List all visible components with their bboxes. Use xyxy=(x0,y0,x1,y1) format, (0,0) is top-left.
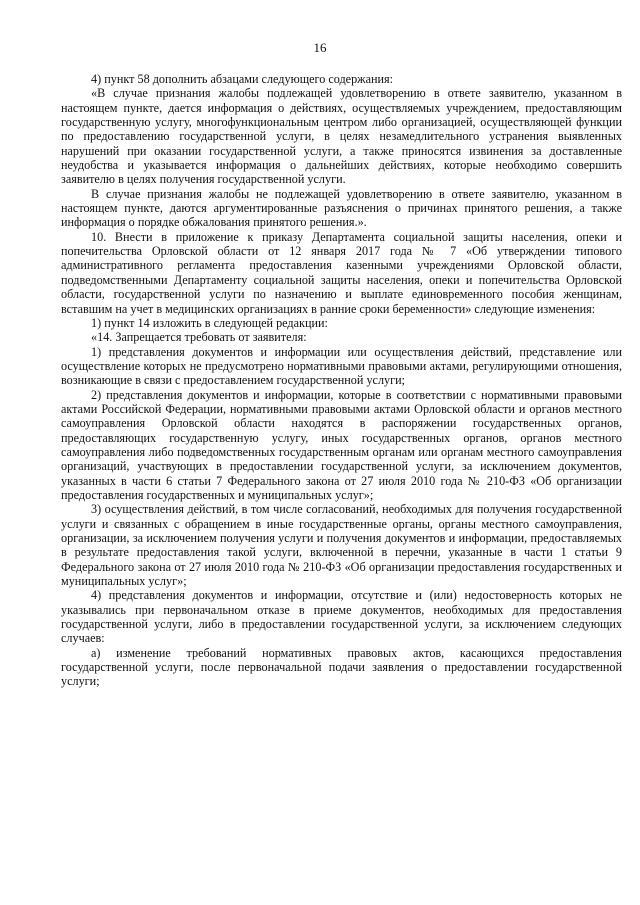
paragraph-item-4-point-58: 4) пункт 58 дополнить абзацами следующего содержания: xyxy=(91,72,394,86)
paragraph-complaint-rejected: В случае признания жалобы не подлежащей удовлетворению в ответе заявителю, указанном в настоящем пункте, даются аргументированные разъяснения о причинах принятого решения, а также информация о порядке обжалования принятого решения.». xyxy=(61,186,622,230)
paragraph-section-10: 10. Внести в приложение к приказу Департамента социальной защиты населения, опеки и попечительства Орловской области от 12 января 2017 года № 7 «Об утверждении типового административного регламента предоставления казенными учреждениями Орловской области, подведомственными Департаменту социальной защиты населения, опеки и попечительства Орловской области, государственной услуги по назначению и выплате единовременного пособия женщинам, вставшим на учет в медицинских организациях в ранние сроки беременности» следующие изменения: xyxy=(61,229,622,316)
paragraph-point-14-heading: «14. Запрещается требовать от заявителя: xyxy=(91,330,307,345)
paragraph-point-14-intro: 1) пункт 14 изложить в следующей редакции: xyxy=(91,315,328,330)
document-body xyxy=(61,72,622,689)
paragraph-list-item-2: 2) представления документов и информации, которые в соответствии с нормативными правовыми актами Российской Федерации, нормативными правовыми актами Орловской области и органов местного самоуправления Орловской области находятся в распоряжении государственных органов, предоставляющих государственную услугу, иных государственных органов, органов местного самоуправления либо подведомственных государственным органам или органам местного самоуправления организаций, участвующих в предоставлении государственной услуги, за исключением документов, указанных в части 6 статьи 7 Федерального закона от 27 июля 2010 года № 210-ФЗ «Об организации предоставления государственных и муниципальных услуг»; xyxy=(61,387,622,502)
page-number: 16 xyxy=(313,40,327,55)
paragraph-list-item-4: 4) представления документов и информации, отсутствие и (или) недостоверность которых не указывались при первоначальном отказе в приеме документов, необходимых для предоставления государственной услуги, либо в предоставлении государственной услуги, за исключением следующих случаев: xyxy=(61,588,622,646)
paragraph-list-item-1: 1) представления документов и информации или осуществления действий, представление или осуществление которых не предусмотрено нормативными правовыми актами, регулирующими отношения, возникающие в связи с предоставлением государственной услуги; xyxy=(61,344,622,388)
paragraph-complaint-satisfied: «В случае признания жалобы подлежащей удовлетворению в ответе заявителю, указанном в настоящем пункте, дается информация о действиях, осуществляемых учреждением, предоставляющим государственную услугу, многофункциональным центром либо организацией, осуществляющей функции по предоставлению государственной услуги, в целях незамедлительного устранения выявленных нарушений при оказании государственной услуги, а также приносятся извинения за доставленные неудобства и указывается информация о дальнейших действиях, которые необходимо совершить заявителю в целях получения государственной услуги. xyxy=(61,86,622,187)
paragraph-list-item-4a: а) изменение требований нормативных правовых актов, касающихся предоставления государственной услуги, после первоначальной подачи заявления о предоставлении государственной услуги; xyxy=(61,645,622,689)
paragraph-list-item-3: 3) осуществления действий, в том числе согласований, необходимых для получения государственной услуги и связанных с обращением в иные государственные органы, органы местного самоуправления, организации, за исключением получения услуги и получения документов и информации, предоставляемых в результате предоставления такой услуги, включенной в перечни, указанные в части 1 статьи 9 Федерального закона от 27 июля 2010 года № 210-ФЗ «Об организации предоставления государственных и муниципальных услуг»; xyxy=(61,502,622,589)
